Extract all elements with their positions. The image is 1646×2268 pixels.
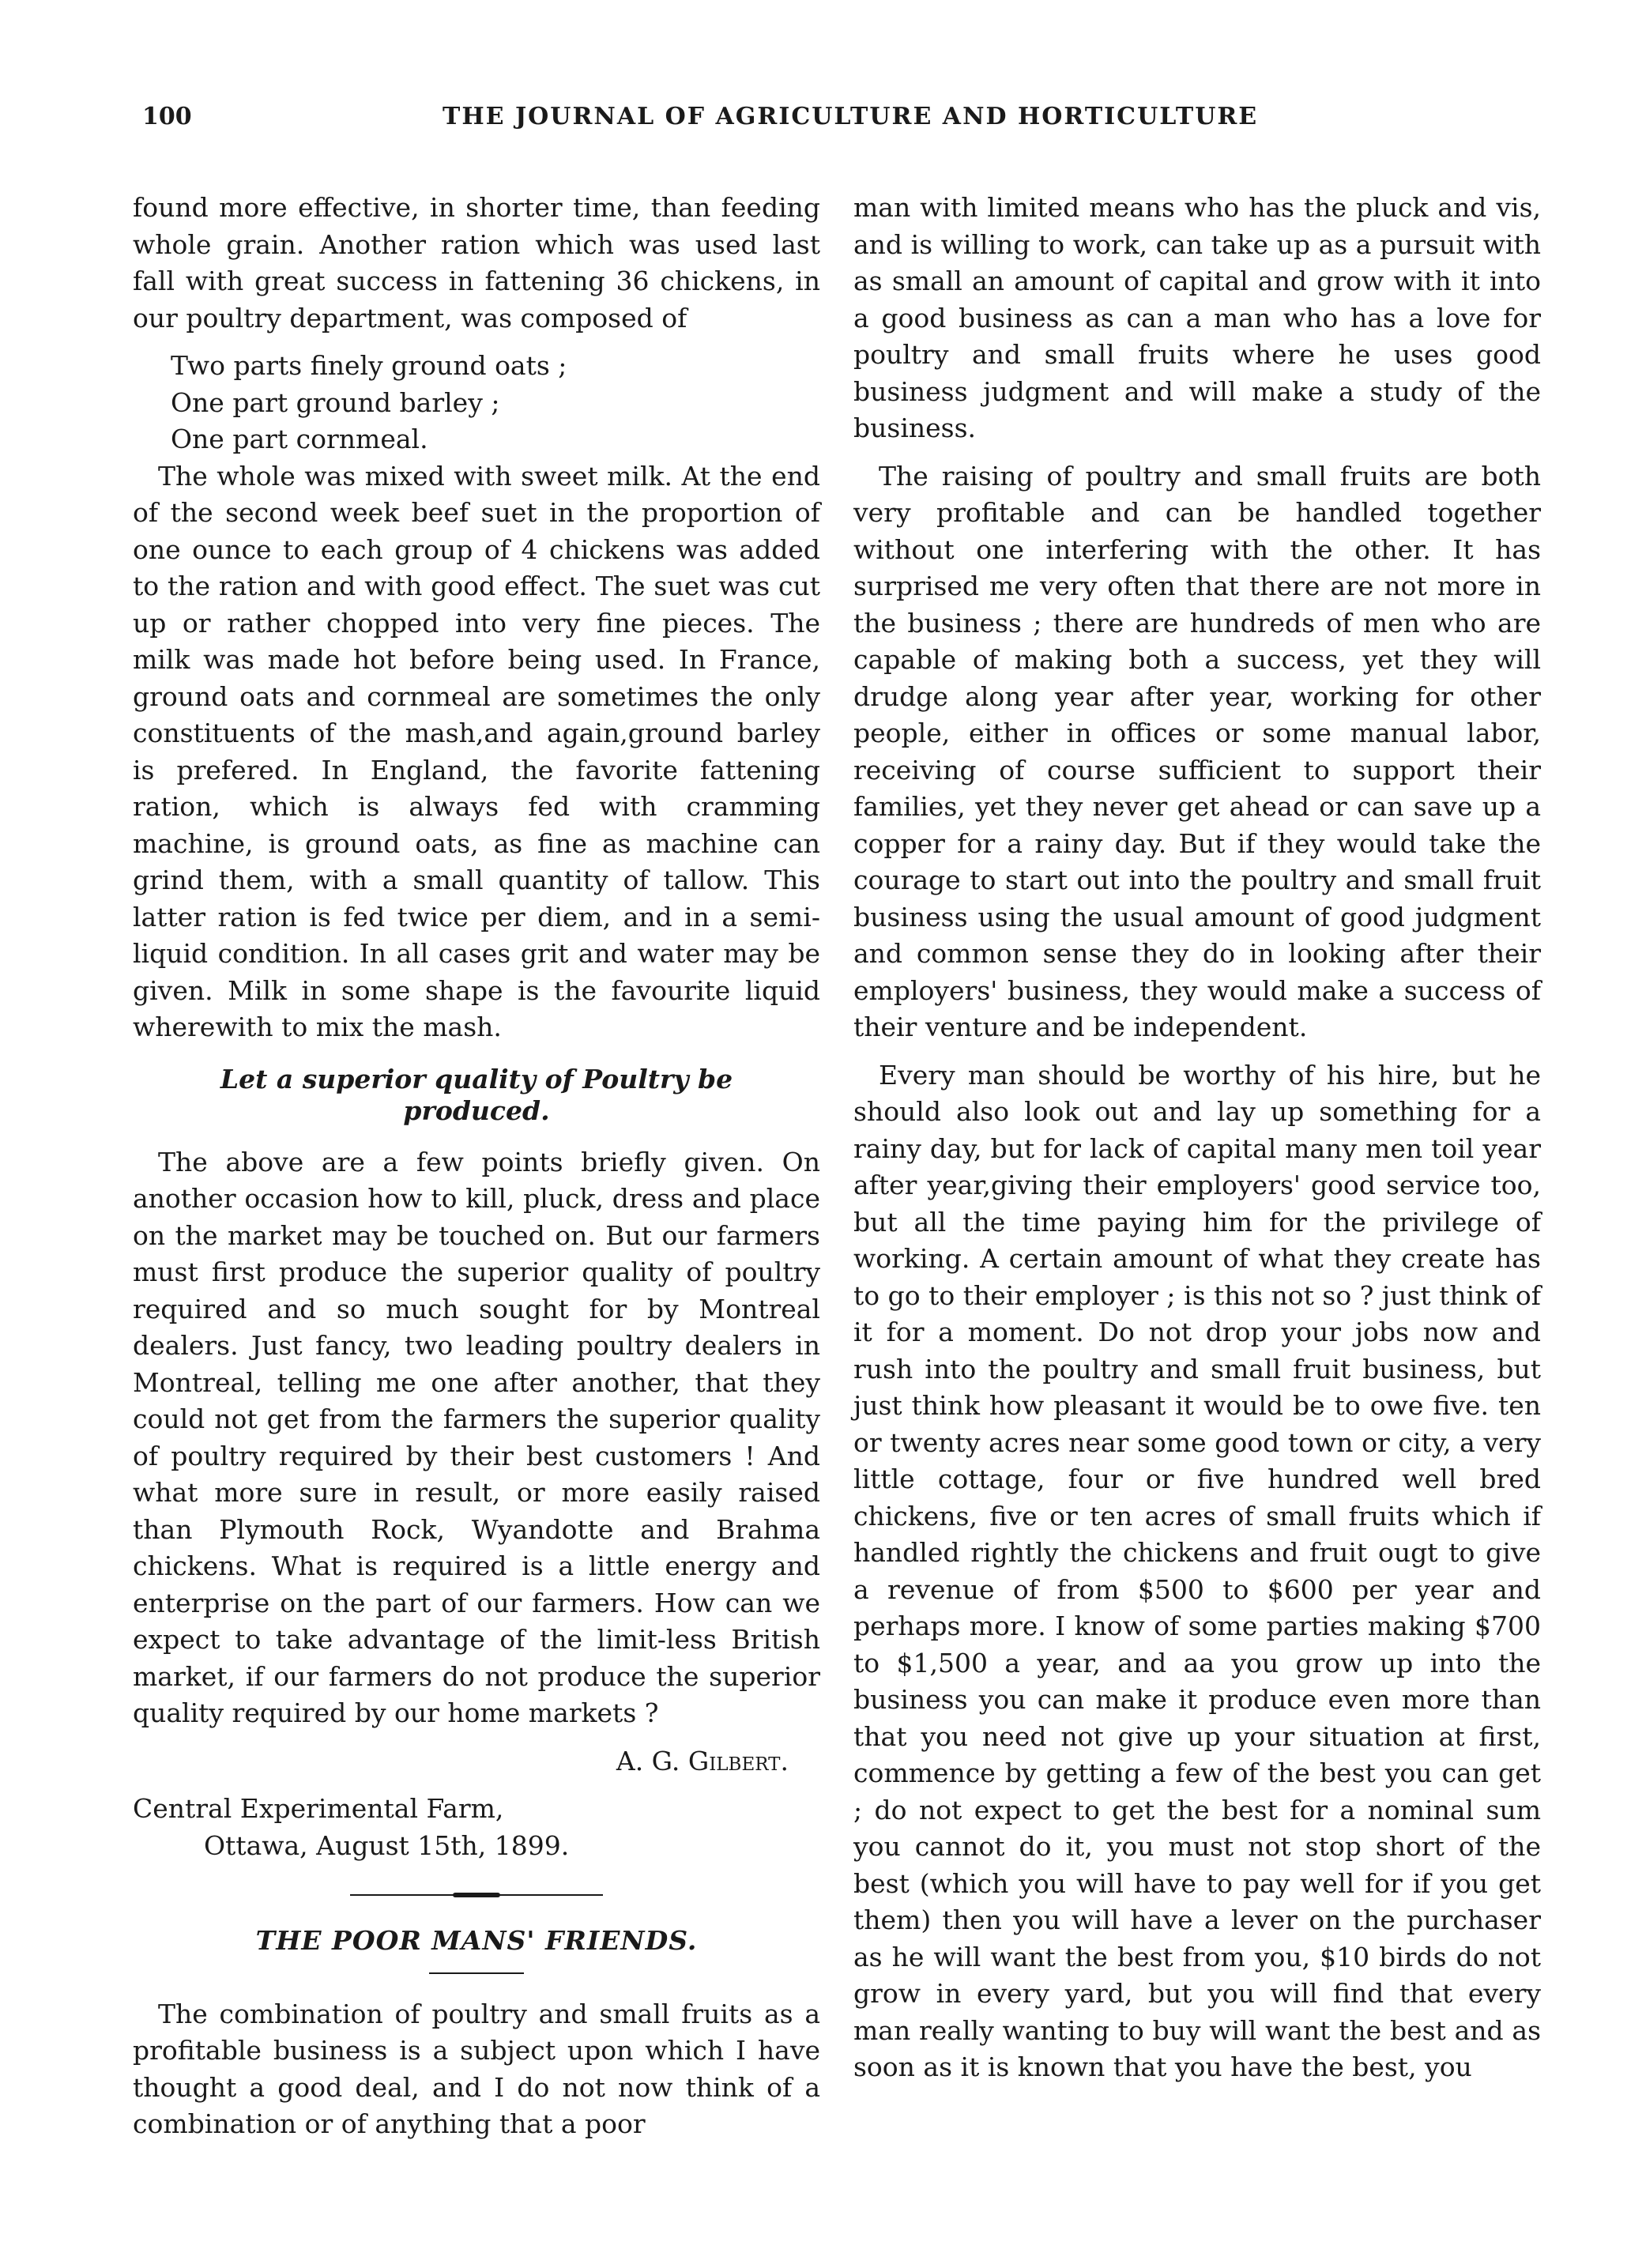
paragraph: man with limited means who has the pluck and vis, and is willing to work, can take up as a pursuit with as small an amount of capital and grow with it into a good business as can a man who has a love for poultry and small fruits where he uses good business judgment and will make a study of the business. <box>853 192 1541 443</box>
ration-list <box>133 348 820 458</box>
address-line: Central Experimental Farm, <box>133 1793 504 1824</box>
section-title: THE POOR MANS' FRIENDS. <box>255 1925 698 1956</box>
left-column <box>133 190 820 2154</box>
paragraph: The raising of poultry and small fruits are both very profitable and can be handled together without one interfering with the other. It has surprised me very often that there are not more in the business ; there are hundreds of men who are capable of making both a success, yet they will drudge along year after year, working for other people, either in offices or some manual labor, receiving of course sufficient to support their families, yet they never get ahead or can save up a copper for a rainy day. But if they would take the courage to start out into the poultry and small fruit business using the usual amount of good judgment and common sense they do in looking after their employers' business, they would make a success of their venture and be independent. <box>853 460 1541 1042</box>
right-column <box>853 190 1541 2097</box>
subheading: Let a superior quality of Poultry be produced. <box>220 1063 733 1126</box>
title-underline <box>429 1972 524 1974</box>
paragraph: The above are a few points briefly given. On another occasion how to kill, pluck, dress and place on the market may be touched on. But our farmers must first produce the superior quality of poultry required and so much sought for by Montreal dealers. Just fancy, two leading poultry dealers in Montreal, telling me one after another, that they could not get from the farmers the superior quality of poultry required by their best customers ! And what more sure in result, or more easily raised than Plymouth Rock, Wyandotte and Brahma chickens. What is required is a little energy and enterprise on the part of our farmers. How can we expect to take advantage of the limit-less British market, if our farmers do not produce the superior quality required by our home markets ? <box>133 1146 820 1728</box>
decorative-rule <box>350 1893 603 1897</box>
ration-item: Two parts finely ground oats ; <box>171 350 567 381</box>
paragraph: The combination of poultry and small fruits as a profitable business is a subject upon which I have thought a good deal, and I do not now think of a combination or of anything that a poor <box>133 1998 820 2139</box>
journal-title: THE JOURNAL OF AGRICULTURE AND HORTICULTURE <box>443 103 1259 130</box>
author-signature: A. G. Gilbert. <box>616 1745 789 1776</box>
signature-line <box>133 1743 820 1780</box>
page-header <box>142 103 1549 150</box>
ration-item: One part ground barley ; <box>171 386 500 418</box>
paragraph: The whole was mixed with sweet milk. At the end of the second week beef suet in the proportion of one ounce to each group of 4 chickens was added to the ration and with good effect. The suet was cut up or rather chopped into very fine pieces. The milk was made hot before being used. In France, ground oats and cornmeal are sometimes the only constituents of the mash,and again,ground barley is prefered. In England, the favorite fattening ration, which is always fed with cramming machine, is ground oats, as fine as machine can grind them, with a small quantity of tallow. This latter ration is fed twice per diem, and in a semi-liquid condition. In all cases grit and water may be given. Milk in some shape is the favourite liquid wherewith to mix the mash. <box>133 460 820 1042</box>
address-line: Ottawa, August 15th, 1899. <box>204 1829 570 1861</box>
page-number: 100 <box>142 103 192 130</box>
paragraph: Every man should be worthy of his hire, but he should also look out and lay up something for a rainy day, but for lack of capital many men toil year after year,giving their employers' good service too, but all the time paying him for the privilege of working. A certain amount of what they create has to go to their employer ; is this not so ? just think of it for a moment. Do not drop your jobs now and rush into the poultry and small fruit business, but just think how pleasant it would be to owe five. ten or twenty acres near some good town or city, a very little cottage, four or five hundred well bred chickens, five or ten acres of small fruits which if handled rightly the chickens and fruit ougt to give a revenue of from $500 to $600 per year and perhaps more. I know of some parties making $700 to $1,500 a year, and aa you grow up into the business you can make it produce even more than that you need not give up your situation at first, commence by getting a few of the best you can get ; do not expect to get the best for a nominal sum you cannot do it, you must not stop short of the best (which you will have to pay well for if you get them) then you will have a lever on the purchaser as he will want the best from you, $10 birds do not grow in every yard, but you will find that every man really wanting to buy will want the best and as soon as it is known that you have the best, you <box>853 1059 1541 2082</box>
paragraph: found more effective, in shorter time, than feeding whole grain. Another ration which was used last fall with great success in fattening 36 chickens, in our poultry department, was composed of <box>133 192 820 333</box>
ration-item: One part cornmeal. <box>171 424 428 454</box>
